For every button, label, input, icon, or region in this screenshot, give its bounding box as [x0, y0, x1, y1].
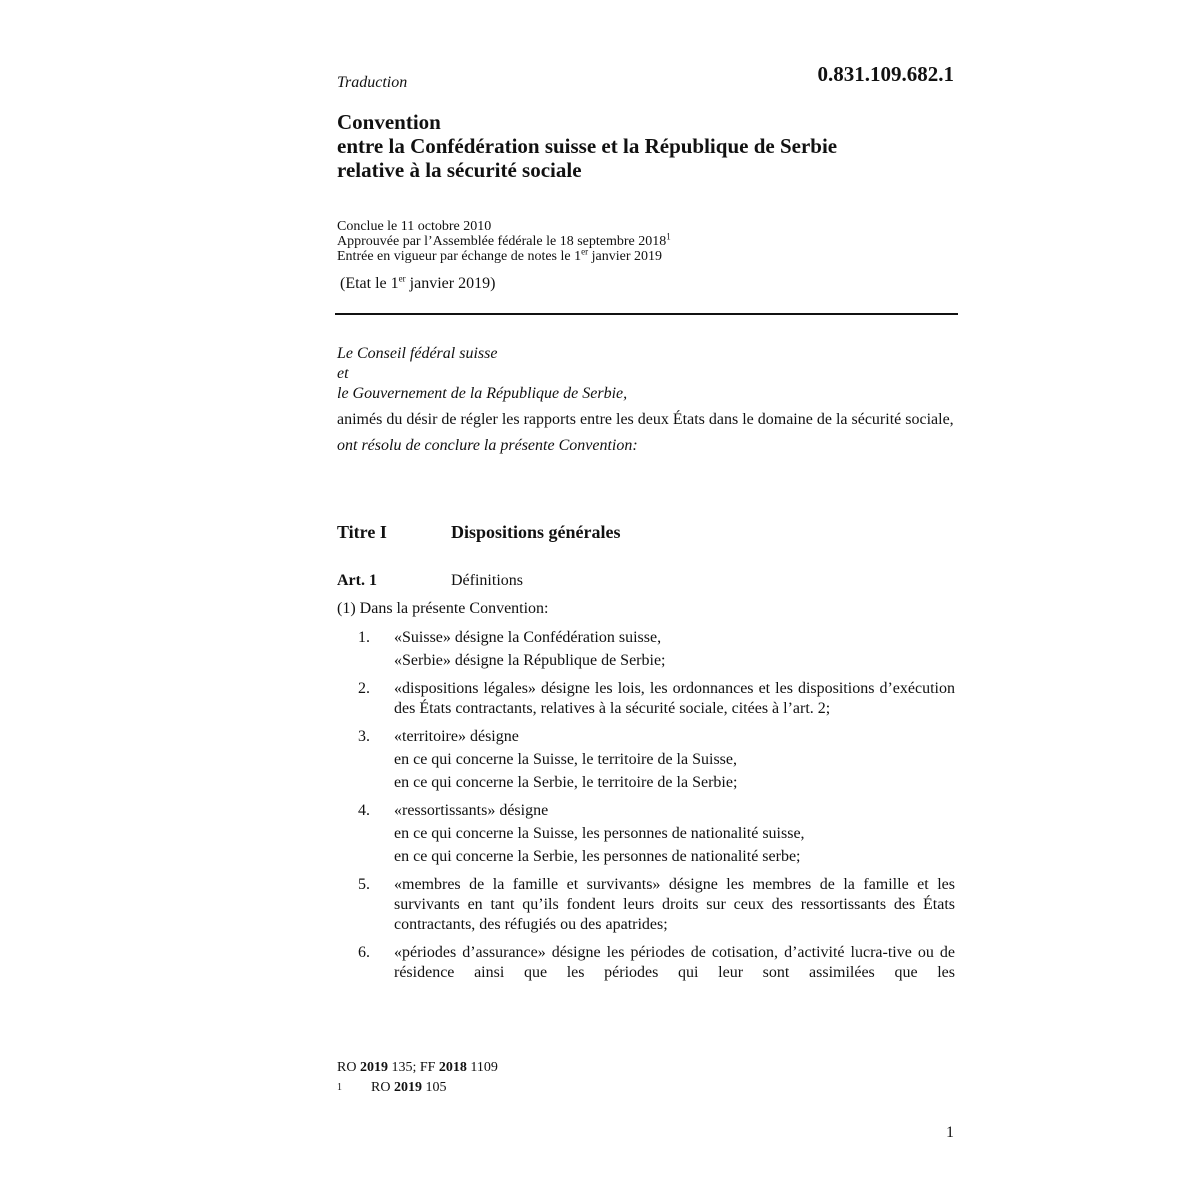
dates-block [337, 219, 671, 264]
title-number: Titre I [337, 522, 387, 542]
party-serbia: le Gouvernement de la République de Serbie, [337, 385, 628, 402]
header-divider [335, 313, 958, 315]
conclusion-date: Conclue le 11 octobre 2010 [337, 219, 492, 234]
definitions-list [337, 628, 955, 991]
title-heading [337, 522, 621, 543]
title-line-2: entre la Confédération suisse et la République de Serbie [337, 134, 838, 158]
list-item: 6. «périodes d’assurance» désigne les périodes de cotisation, d’activité lucra-tive ou de résidence ainsi que les périodes qui leur sont assimilées que les [358, 944, 955, 981]
title-line-3: relative à la sécurité sociale [337, 158, 582, 182]
list-item: 1. «Suisse» désigne la Confédération suisse, «Serbie» désigne la République de Serbie; [358, 629, 666, 669]
footnotes [337, 1058, 498, 1098]
preamble-desire: animés du désir de régler les rapports entre les deux États dans le domaine de la sécurité sociale, [337, 411, 954, 428]
preamble-resolution: ont résolu de conclure la présente Convention: [337, 437, 638, 454]
sr-number: 0.831.109.682.1 [817, 62, 954, 86]
title-line-1: Convention [337, 110, 441, 134]
title-label: Dispositions générales [451, 522, 621, 542]
footnote-ref-1[interactable]: 1 [666, 231, 671, 242]
document-title [337, 110, 837, 182]
list-item: 3. «territoire» désigne en ce qui concerne la Suisse, le territoire de la Suisse, en ce qui concerne la Serbie, le territoire de la Serbie; [358, 728, 738, 791]
list-item: 2. «dispositions légales» désigne les lois, les ordonnances et les dispositions d’exécution des États contractants, relatives à la sécurité sociale, citées à l’art. 2; [358, 680, 955, 717]
list-item: 4. «ressortissants» désigne en ce qui concerne la Suisse, les personnes de nationalité suisse, en ce qui concerne la Serbie, les personnes de nationalité serbe; [358, 802, 805, 865]
preamble [337, 344, 955, 456]
approval-date: Approuvée par l’Assemblée fédérale le 18 septembre 2018$^1$ [337, 231, 671, 249]
source-reference: RO 2019 135; FF 2018 1109 [337, 1060, 498, 1075]
entry-into-force-date: Entrée en vigueur par échange de notes le 1er janvier 2019 [337, 246, 662, 264]
article-heading [337, 572, 523, 590]
article-label: Définitions [451, 572, 523, 589]
page-number: 1 [946, 1124, 954, 1141]
status-date: (Etat le 1er janvier 2019) [340, 273, 496, 292]
party-conjunction: et [337, 365, 349, 382]
article-number: Art. 1 [337, 572, 377, 589]
footnote-1: 1 RO 2019 105 [337, 1080, 447, 1095]
list-item: 5. «membres de la famille et survivants» désigne les membres de la famille et les survivants en tant qu’ils fondent leurs droits sur ceux des ressortissants des États contractants, des réfugiés ou des apatrides; [358, 876, 955, 933]
translation-label: Traduction [337, 74, 408, 91]
party-swiss: Le Conseil fédéral suisse [337, 345, 498, 362]
article-intro: (1) Dans la présente Convention: [337, 600, 549, 617]
